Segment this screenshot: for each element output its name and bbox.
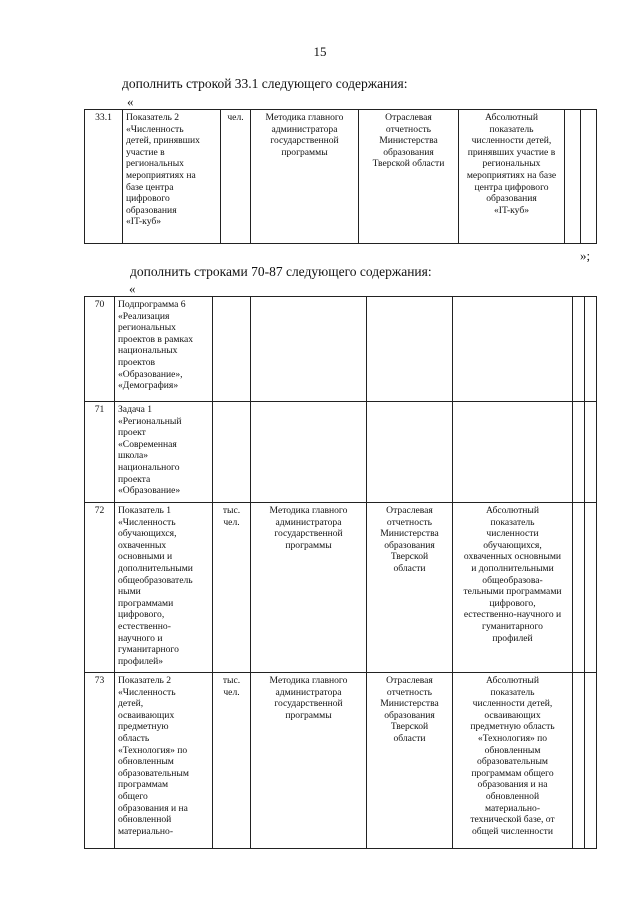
table-row <box>85 402 597 503</box>
indicator-name: Задача 1 «Региональный проект «Современная школа» национального проекта «Образование» <box>115 402 213 503</box>
section2-intro: дополнить строками 70-87 следующего содержания: <box>130 264 432 279</box>
table-row <box>85 297 597 402</box>
method-cell <box>251 297 367 402</box>
unit-cell: тыс. чел. <box>213 673 251 849</box>
description-cell <box>453 297 573 402</box>
table-row <box>85 503 597 673</box>
table-row-33-1 <box>84 109 597 244</box>
empty-cell <box>581 110 597 244</box>
unit-cell <box>213 297 251 402</box>
section1-open-quote: « <box>127 94 134 109</box>
section1-intro: дополнить строкой 33.1 следующего содержания: <box>122 76 408 91</box>
row-number: 70 <box>85 297 115 402</box>
empty-cell <box>573 297 585 402</box>
description-cell: Абсолютный показатель численности детей, принявших участие в региональных мероприятиях на базе центра цифрового образования «IT-куб» <box>459 110 565 244</box>
row-number: 73 <box>85 673 115 849</box>
method-cell: Методика главного администратора государственной программы <box>251 673 367 849</box>
source-cell: Отраслевая отчетность Министерства образования Тверской области <box>359 110 459 244</box>
indicator-name: Показатель 2 «Численность детей, принявших участие в региональных мероприятиях на базе центра цифрового образования «IT-куб» <box>123 110 221 244</box>
section1-close-quote: »; <box>580 248 591 263</box>
table-row <box>85 110 597 244</box>
description-cell: Абсолютный показатель численности обучающихся, охваченных основными и дополнительными общеобразова- тельными программами цифрового, естественно-научного и гуманитарного профилей <box>453 503 573 673</box>
description-cell <box>453 402 573 503</box>
empty-cell <box>573 673 585 849</box>
empty-cell <box>585 503 597 673</box>
unit-cell: тыс. чел. <box>213 503 251 673</box>
indicator-name: Показатель 2 «Численность детей, осваивающих предметную область «Технология» по обновленным образовательным программам общего образования и на обновленной материально- <box>115 673 213 849</box>
source-cell: Отраслевая отчетность Министерства образования Тверской области <box>367 503 453 673</box>
row-number: 33.1 <box>85 110 123 244</box>
row-number: 71 <box>85 402 115 503</box>
method-cell <box>251 402 367 503</box>
section2-open-quote: « <box>129 281 136 296</box>
method-cell: Методика главного администратора государственной программы <box>251 503 367 673</box>
indicator-name: Подпрограмма 6 «Реализация региональных проектов в рамках национальных проектов «Образование», «Демография» <box>115 297 213 402</box>
method-cell: Методика главного администратора государственной программы <box>251 110 359 244</box>
unit-cell: чел. <box>221 110 251 244</box>
empty-cell <box>585 297 597 402</box>
row-number: 72 <box>85 503 115 673</box>
table-rows-70-73 <box>84 296 597 849</box>
source-cell <box>367 402 453 503</box>
source-cell: Отраслевая отчетность Министерства образования Тверской области <box>367 673 453 849</box>
table-row <box>85 673 597 849</box>
source-cell <box>367 297 453 402</box>
empty-cell <box>585 402 597 503</box>
unit-cell <box>213 402 251 503</box>
empty-cell <box>573 402 585 503</box>
description-cell: Абсолютный показатель численности детей, осваивающих предметную область «Технология» по обновленным образовательным программам общего образования и на обновленной материально- технической базе, от общей численности <box>453 673 573 849</box>
empty-cell <box>565 110 581 244</box>
page-number: 15 <box>313 44 327 59</box>
empty-cell <box>585 673 597 849</box>
indicator-name: Показатель 1 «Численность обучающихся, охваченных основными и дополнительными общеобразователь ными программами цифрового, естественно- научного и гуманитарного профилей» <box>115 503 213 673</box>
empty-cell <box>573 503 585 673</box>
